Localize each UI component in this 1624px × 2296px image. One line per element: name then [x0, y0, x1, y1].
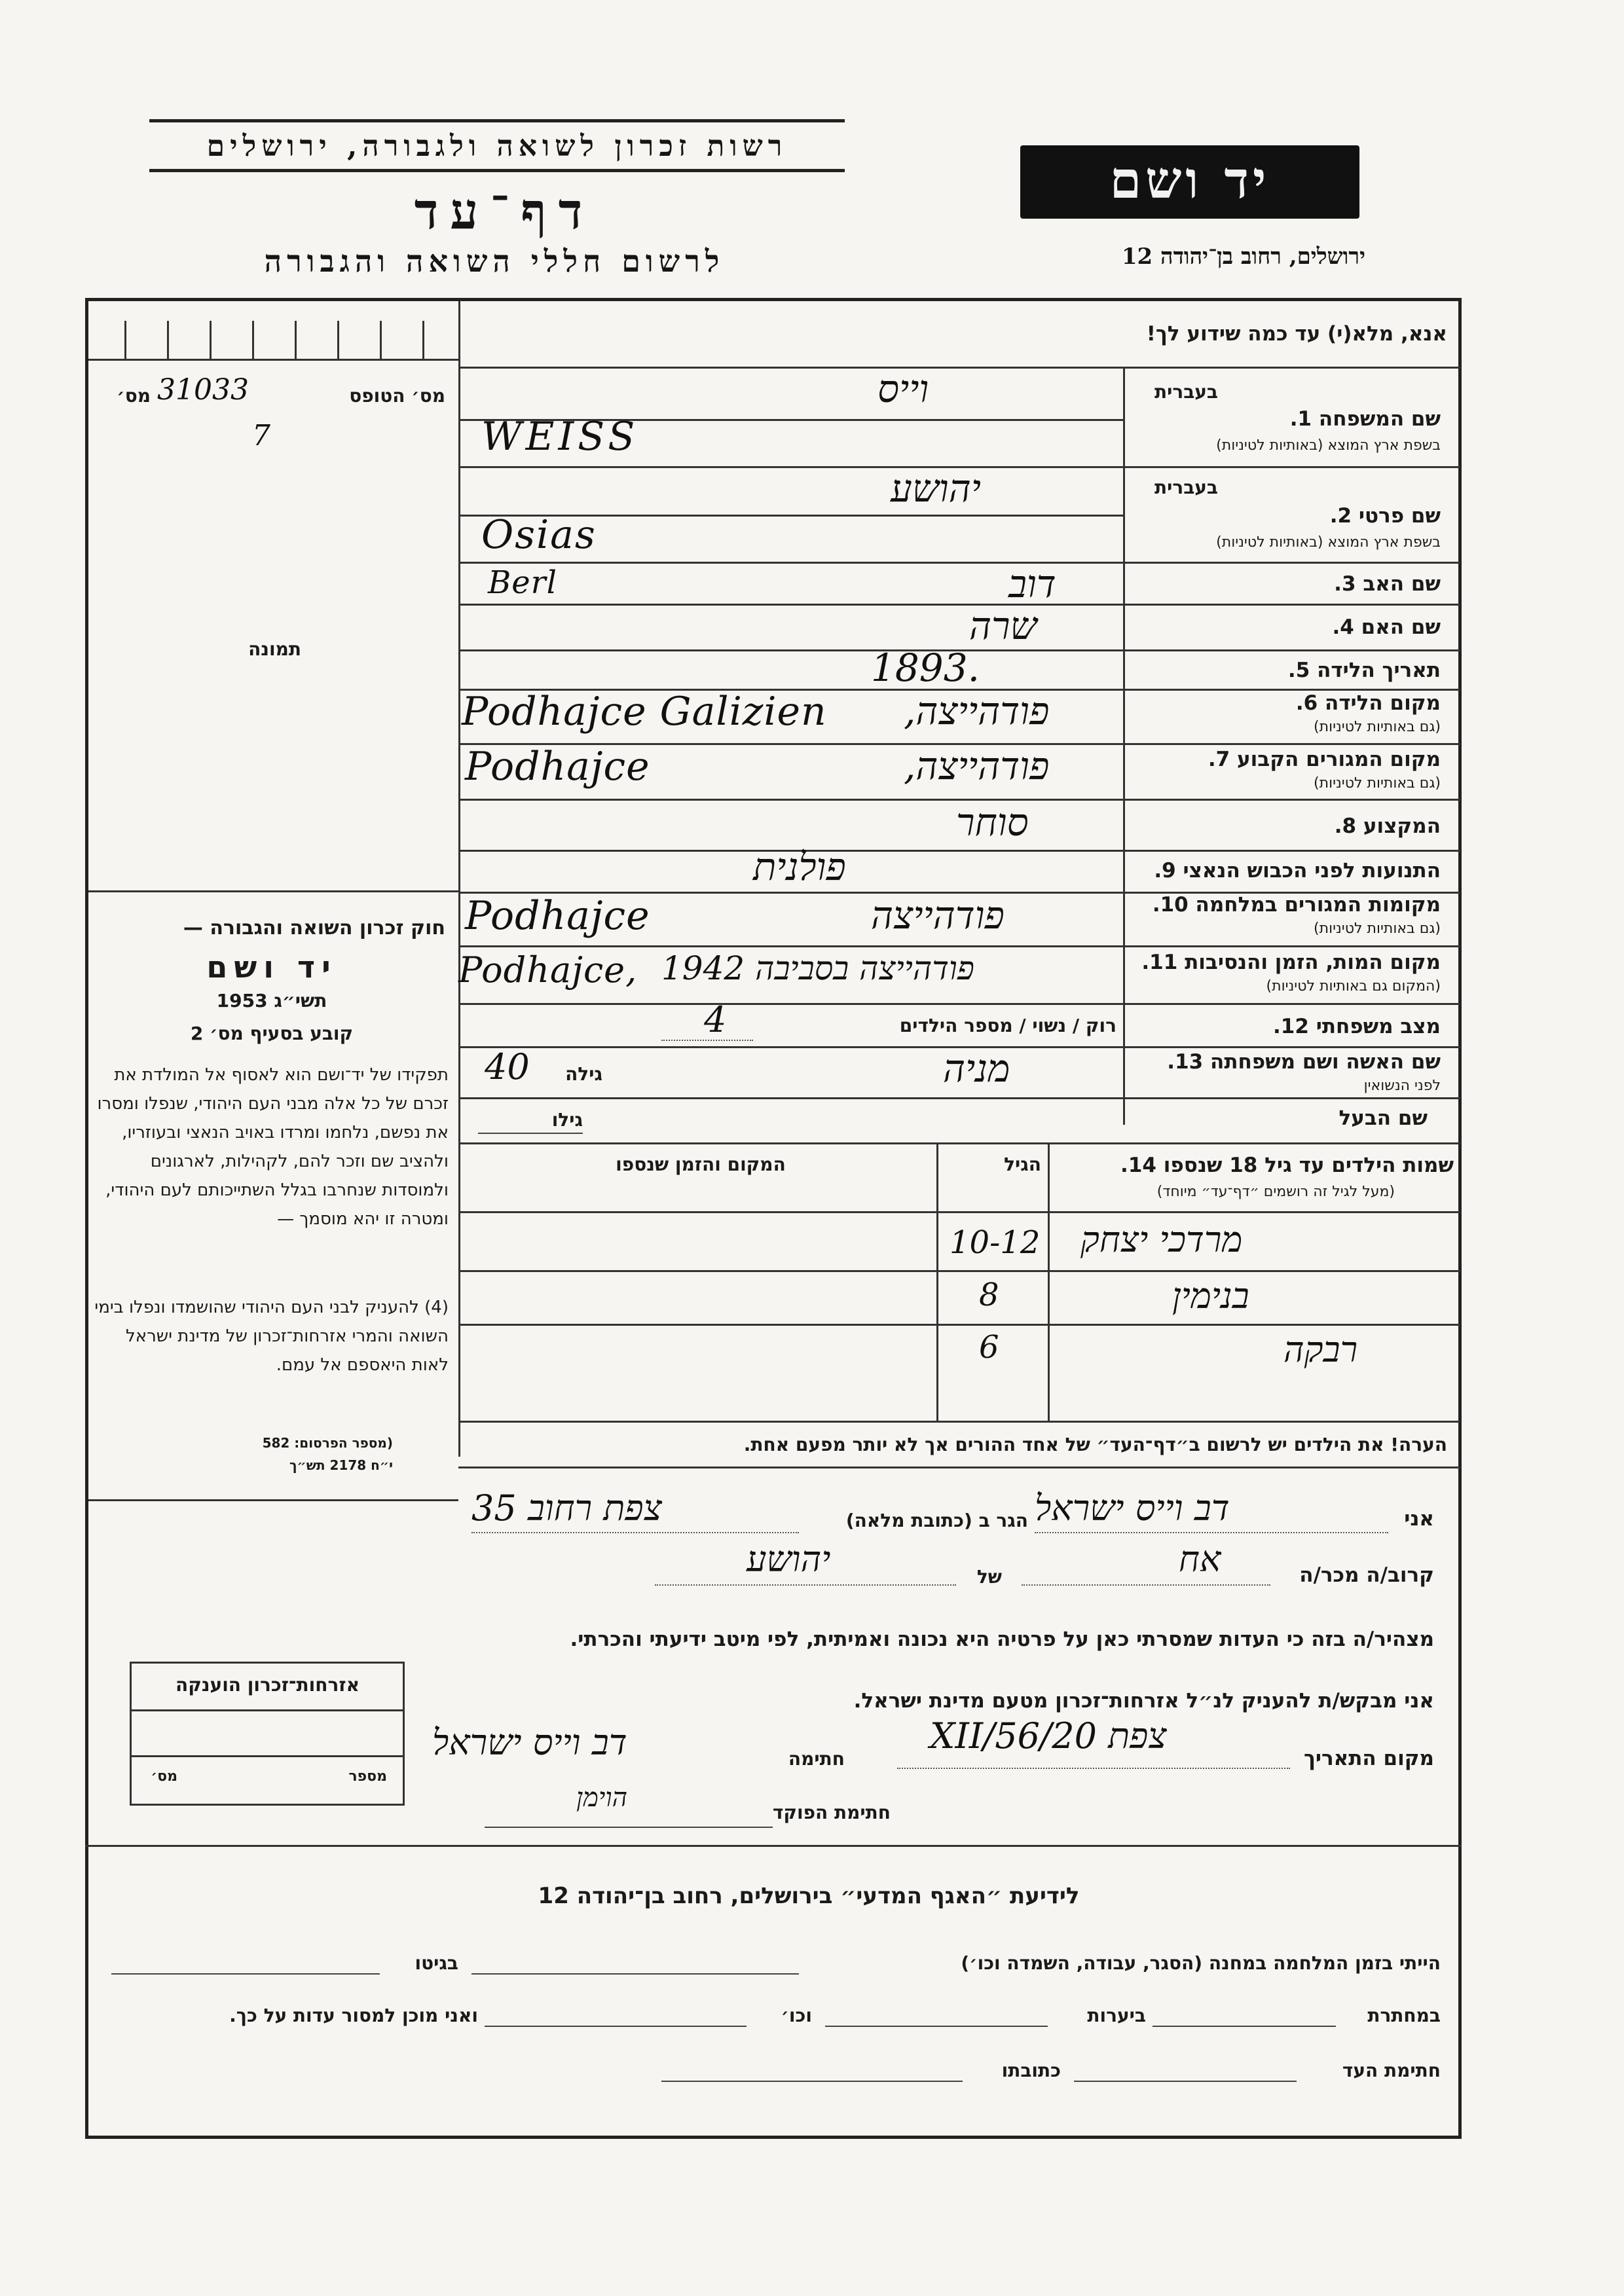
field-6-label	[1126, 691, 1441, 715]
field-3-heb: דוב	[1008, 562, 1056, 606]
field-9-label-text: התנועות לפני הכבוש הנאצי	[1183, 859, 1441, 883]
child-3-age: 6	[979, 1329, 999, 1366]
notice-line2-b: ביערות	[1087, 2005, 1146, 2026]
field-7-lat: Podhajce	[465, 744, 650, 790]
field-1-num: 1.	[1289, 407, 1312, 431]
law-body: תפקידו של יד־ושם הוא לאסוף אל המולדת את זכרם של כל אלה מבני העם היהודי, שנפלו ומסרו את נפשם, נלחמו ומרדו באויב הנאצי ובעוזריו, ולהציב שם וזכר להם, לקהילות, לארגונים ולמוסדות שנחרבו בגלל השתייכותם לעם היהודי, ומטרה זו יהא מוסמך —	[97, 1065, 449, 1229]
declarant-address: צפת רחוב 35	[471, 1487, 662, 1529]
field-6-num: 6.	[1295, 691, 1318, 715]
field-11-label	[1126, 951, 1441, 974]
field-2-lat: Osias	[481, 512, 597, 558]
field-10-bottom	[458, 945, 1460, 947]
child-2-age: 8	[979, 1277, 999, 1313]
footnote-1: (מספר הפרסום: 582	[262, 1435, 393, 1451]
child-3-name: רבקה	[1283, 1329, 1358, 1370]
notice-line2-d: ואני מוכן למסור עדות על כך.	[229, 2005, 478, 2026]
notice-line1-blank-a	[471, 1973, 799, 1975]
husband-age-label: גילו	[551, 1109, 583, 1131]
field-11-num: 11.	[1141, 951, 1178, 974]
field-11-bottom	[458, 1003, 1460, 1005]
notice-line1-a: הייתי בזמן המלחמה במחנה (הסגר, עבודה, השמדה וכו׳)	[961, 1952, 1441, 1974]
declarant-name: דב וייס ישראל	[1035, 1487, 1230, 1529]
form-instruction: אנא, מלא(י) עד כמה שידוע לך!	[1146, 322, 1447, 346]
field-7-label-text: מקום המגורים הקבוע	[1237, 748, 1441, 771]
field-8-label-text: המקצוע	[1363, 814, 1441, 838]
children-age-header: הגיל	[1004, 1154, 1041, 1175]
field-2-num: 2.	[1329, 504, 1352, 528]
field-13-sub: לפני הנשואין	[1363, 1078, 1441, 1094]
serial-tick-strip	[88, 321, 458, 359]
field-13-num: 13.	[1167, 1050, 1204, 1074]
field-2-bottom	[458, 562, 1460, 564]
notice-line3-blank-a	[1074, 2081, 1297, 2082]
field-11-heb: פודהייצה בסביבה 1942	[661, 949, 974, 987]
child-1-age: 10-12	[950, 1224, 1041, 1261]
declarant-line	[1035, 1532, 1388, 1533]
logo-text: יד ושם	[1109, 151, 1270, 210]
sidebar-section-line	[88, 890, 458, 892]
field-5-value: 1893.	[871, 646, 980, 690]
yad-vashem-logo	[1020, 145, 1359, 219]
cert-no-label: מספר	[348, 1768, 387, 1785]
field-6-lat: Podhajce Galizien	[462, 689, 827, 735]
notice-line1-b: בגיטו	[415, 1952, 458, 1974]
field-3-label-text: שם האב	[1363, 572, 1441, 596]
children-row-1-bottom	[458, 1270, 1460, 1272]
label-column-divider	[1123, 367, 1125, 1125]
field-2-sub: בשפת ארץ המוצא (באותיות לטיניות)	[1216, 534, 1441, 551]
notice-line3-b: כתובתו	[1001, 2060, 1061, 2081]
serial-value: 31033	[157, 373, 249, 407]
field-4-num: 4.	[1332, 615, 1354, 639]
law-clause: קובע בסעיף מס׳ 2	[190, 1023, 354, 1044]
law-body-2: (4) להעניק לבני העם היהודי שהושמדו ונפלו בימי השואה והמרי אזרחות־זכרון של מדינת ישראל לאות היאספם אל עמם.	[94, 1298, 449, 1375]
field-12-label	[1126, 1015, 1441, 1038]
field-8-heb: סוחר	[956, 800, 1029, 845]
field-4-heb: שרה	[969, 604, 1037, 648]
notice-title: לידיעת ״האגף המדעי״ בירושלים, רחוב בן־יהודה 12	[538, 1883, 1080, 1909]
tick-strip-bottom	[88, 359, 458, 361]
of-line	[655, 1584, 956, 1586]
citizenship-box-line-1	[132, 1709, 403, 1711]
child-2-name: בנימין	[1172, 1275, 1249, 1317]
address-line	[471, 1532, 799, 1533]
field-9-heb: פולנית	[753, 845, 846, 889]
field-4-label-text: שם האם	[1361, 615, 1441, 639]
form-title: דף־עד	[414, 182, 595, 240]
field-2-heb: יהושע	[891, 466, 981, 511]
children-col-divider-2	[936, 1142, 938, 1421]
field-3-num: 3.	[1334, 572, 1356, 596]
declarant-i-label: אני	[1404, 1507, 1434, 1531]
field-11-label-text: מקום המות, הזמן והנסיבות	[1185, 951, 1441, 974]
notice-line2-a: במחתרת	[1367, 2005, 1441, 2026]
notice-line1-blank-b	[111, 1973, 380, 1975]
notice-line2-blank-a	[1153, 2026, 1336, 2027]
field-9-num: 9.	[1154, 859, 1176, 883]
official-signature: הוימן	[576, 1783, 628, 1813]
field-10-heb: פודהייצה	[871, 893, 1005, 938]
field-12-num: 12.	[1272, 1015, 1309, 1038]
children-table-bottom	[458, 1421, 1460, 1423]
law-name: יד ושם	[206, 949, 337, 985]
notice-line2-c: וכו׳	[781, 2005, 812, 2026]
field-3-lat: Berl	[488, 564, 557, 601]
header-rule-bottom	[149, 169, 845, 172]
field-2-lang: בעברית	[1154, 477, 1218, 498]
husband-row-bottom	[458, 1142, 1460, 1144]
field-1-lat: WEISS	[481, 414, 639, 460]
photo-label: תמונה	[248, 638, 301, 660]
field-6-sub: (גם באותיות לטיניות)	[1314, 719, 1441, 735]
field-7-heb: פודהייצה,	[904, 744, 1050, 788]
declaration-statement: מצהיר/ה בזה כי העדות שמסרתי כאן על פרטיה היא נכונה ואמיתית, לפי מיטב ידיעתי והכרתי.	[570, 1628, 1434, 1651]
field-13-age-label: גילה	[565, 1063, 602, 1085]
serial-no-label: מס׳	[117, 385, 151, 407]
notice-divider	[85, 1845, 1462, 1847]
children-col-divider-1	[1048, 1142, 1050, 1421]
field-10-num: 10.	[1152, 893, 1189, 917]
husband-label: שם הבעל	[1338, 1106, 1428, 1130]
place-date-line	[897, 1768, 1290, 1769]
institution-name: רשות זכרון לשואה ולגבורה, ירושלים	[206, 130, 788, 163]
field-8-label	[1126, 814, 1441, 838]
field-7-sub: (גם באותיות לטיניות)	[1314, 775, 1441, 792]
children-label	[1048, 1154, 1454, 1177]
official-signature-label: חתימת הפוקד	[772, 1802, 891, 1823]
field-5-label-text: תאריך הלידה	[1317, 659, 1441, 682]
citizenship-box-line-2	[132, 1755, 403, 1757]
field-6-label-text: מקום הלידה	[1325, 691, 1441, 715]
declaration-request: אני מבקש/ת להעניק לנ״ל אזרחות־זכרון מטעם מדינת ישראל.	[853, 1689, 1434, 1713]
field-1-label-text: שם המשפחה	[1318, 407, 1441, 431]
field-7-num: 7.	[1208, 748, 1230, 771]
field-10-label-text: מקומות המגורים במלחמה	[1195, 893, 1441, 917]
field-4-label	[1126, 615, 1441, 639]
relation-label: קרוב/ה מכר/ה	[1299, 1563, 1434, 1587]
sidebar-divider	[458, 301, 460, 1457]
children-header-bottom	[458, 1211, 1460, 1213]
field-2-label-text: שם פרטי	[1358, 504, 1441, 528]
resident-label: הגר ב (כתובת מלאה)	[845, 1510, 1028, 1531]
relation-line	[1022, 1584, 1270, 1586]
field-13-heb: מניה	[943, 1046, 1010, 1091]
children-place-header: המקום והזמן שנספו	[616, 1154, 786, 1175]
field-13-age: 40	[485, 1046, 530, 1087]
field-5-label	[1126, 659, 1441, 682]
field-6-heb: פודהייצה,	[904, 689, 1050, 733]
field-10-label	[1126, 893, 1441, 917]
notice-line3-blank-b	[661, 2081, 963, 2082]
field-12-label-text: מצב משפחתי	[1316, 1015, 1441, 1038]
citizenship-box-title: אזרחות־זכרון הוענקה	[175, 1674, 360, 1696]
cert-no-label-2: מס׳	[151, 1768, 177, 1785]
children-label-text: שמות הילדים עד גיל 18 שנספו	[1163, 1154, 1454, 1177]
field-8-num: 8.	[1334, 814, 1357, 838]
of-label: של	[976, 1566, 1002, 1588]
field-9-label	[1126, 859, 1441, 883]
declarant-signature: דב וייס ישראל	[432, 1722, 627, 1763]
field-8-bottom	[458, 850, 1460, 852]
place-date-label: מקום התאריך	[1303, 1747, 1434, 1770]
children-num: 14.	[1120, 1154, 1156, 1177]
notice-line2-blank-c	[485, 2026, 747, 2027]
field-13-label-text: שם האשה ושם משפחתה	[1210, 1050, 1441, 1074]
field-11-sub: (המקום גם באותיות לטיניות)	[1266, 978, 1441, 994]
field-13-label	[1126, 1050, 1441, 1074]
note-bottom	[458, 1467, 1460, 1468]
children-note: הערה! את הילדים יש לרשום ב״דף־העד״ של אחד ההורים אך לא יותר מפעם אחת.	[743, 1434, 1447, 1455]
field-12-options: רוק / נשוי / מספר הילדים	[899, 1015, 1116, 1036]
children-sub: (מעל לגיל זה רושמים ״דף־עד״ מיוחד)	[1156, 1184, 1395, 1200]
field-2-label	[1126, 504, 1441, 528]
official-signature-line	[485, 1827, 773, 1828]
law-year: תשי״ג 1953	[216, 990, 327, 1011]
institution-address: ירושלים, רחוב בן־יהודה 12	[1121, 244, 1365, 270]
serial-sub: 7	[252, 419, 270, 452]
field-12-count-line	[661, 1040, 753, 1041]
husband-age-line	[478, 1133, 583, 1134]
relation-value: אח	[1179, 1539, 1221, 1580]
children-row-2-bottom	[458, 1324, 1460, 1326]
footnote-2: י״ח 2178 תש״ך	[289, 1457, 393, 1473]
field-3-bottom	[458, 604, 1460, 606]
signature-label: חתימה	[788, 1748, 845, 1770]
field-1-heb: וייס	[877, 367, 929, 411]
citizenship-granted-box	[130, 1662, 405, 1806]
law-title: חוק זכרון השואה והגבורה —	[183, 917, 445, 939]
field-1-lang: בעברית	[1154, 381, 1218, 403]
serial-label: מס׳ הטופס	[349, 385, 445, 407]
field-13-bottom	[458, 1097, 1460, 1099]
field-3-label	[1126, 572, 1441, 596]
header-rule-top	[149, 119, 845, 122]
sidebar-bottom-line	[88, 1499, 458, 1501]
notice-line2-blank-b	[825, 2026, 1048, 2027]
field-11-lat: Podhajce,	[458, 949, 638, 991]
form-subtitle: לרשום חללי השואה והגבורה	[264, 244, 725, 279]
field-7-label	[1126, 748, 1441, 771]
field-5-num: 5.	[1287, 659, 1310, 682]
instruction-underline	[458, 367, 1460, 369]
notice-line3-a: חתימת העד	[1342, 2060, 1441, 2081]
field-1-label	[1126, 407, 1441, 431]
of-name: יהושע	[747, 1539, 831, 1580]
field-12-children-count: 4	[704, 999, 727, 1040]
child-1-name: מרדכי יצחק	[1080, 1219, 1243, 1260]
field-10-sub: (גם באותיות לטיניות)	[1314, 920, 1441, 937]
field-10-lat: Podhajce	[465, 893, 650, 939]
field-1-sub: בשפת ארץ המוצא (באותיות לטיניות)	[1216, 437, 1441, 454]
place-date-value: צפת 20/XII/56	[930, 1715, 1167, 1757]
